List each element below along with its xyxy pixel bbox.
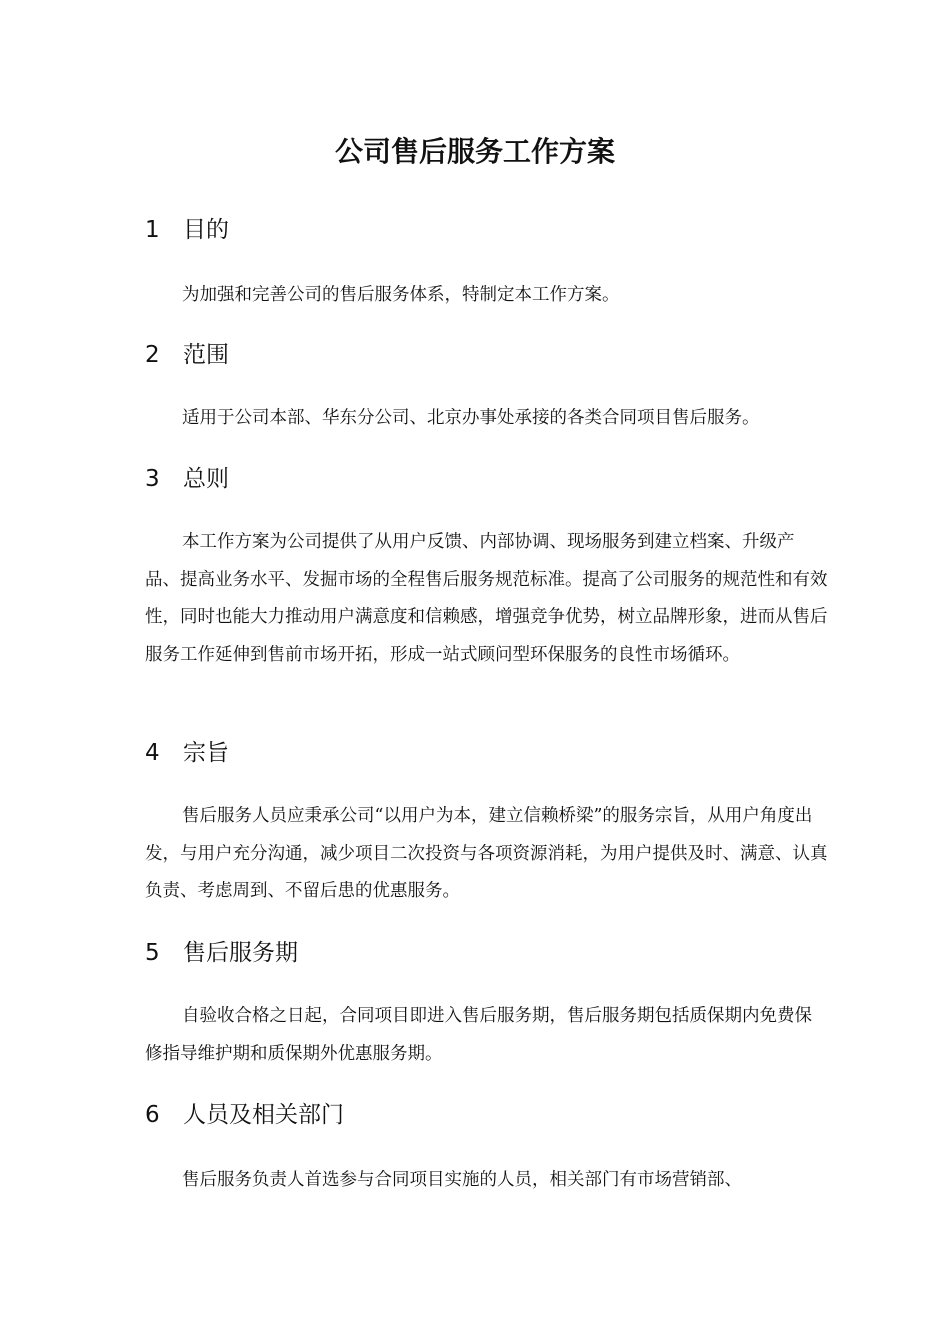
section-title: 宗旨 xyxy=(183,740,229,766)
section-paragraph-4: 售后服务人员应秉承公司“以用户为本，建立信赖桥梁”的服务宗旨，从用户角度出发，与用户充分沟通，减少项目二次投资与各项资源消耗，为用户提供及时、满意、认真负责、考虑周到、不留后患的优惠服务。 xyxy=(145,806,828,901)
section-number: 5 xyxy=(145,940,160,966)
section-heading-3 xyxy=(145,464,825,494)
section-heading-6 xyxy=(145,1100,825,1130)
section-paragraph-1: 为加强和完善公司的售后服务体系，特制定本工作方案。 xyxy=(182,285,620,305)
section-paragraph-3: 本工作方案为公司提供了从用户反馈、内部协调、现场服务到建立档案、升级产品、提高业务水平、发掘市场的全程售后服务规范标准。提高了公司服务的规范性和有效性，同时也能大力推动用户满意度和信赖感，增强竞争优势，树立品牌形象，进而从售后服务工作延伸到售前市场开拓，形成一站式顾问型环保服务的良性市场循环。 xyxy=(145,532,828,665)
section-title: 售后服务期 xyxy=(183,940,298,966)
section-heading-4 xyxy=(145,738,825,768)
document-title: 公司售后服务工作方案 xyxy=(334,135,615,168)
section-title: 范围 xyxy=(183,342,229,368)
section-title: 总则 xyxy=(183,466,229,492)
section-number: 1 xyxy=(145,217,160,243)
section-number: 4 xyxy=(145,740,160,766)
section-number: 2 xyxy=(145,342,160,368)
section-number: 6 xyxy=(145,1102,160,1128)
section-title: 目的 xyxy=(183,217,229,243)
section-heading-5 xyxy=(145,938,825,968)
section-title: 人员及相关部门 xyxy=(183,1102,344,1128)
section-heading-1 xyxy=(145,215,825,245)
section-paragraph-5: 自验收合格之日起，合同项目即进入售后服务期，售后服务期包括质保期内免费保修指导维护期和质保期外优惠服务期。 xyxy=(145,1006,812,1064)
section-number: 3 xyxy=(145,466,160,492)
section-heading-2 xyxy=(145,340,825,370)
section-paragraph-6: 售后服务负责人首选参与合同项目实施的人员，相关部门有市场营销部、 xyxy=(182,1170,742,1190)
section-paragraph-2: 适用于公司本部、华东分公司、北京办事处承接的各类合同项目售后服务。 xyxy=(182,408,760,428)
